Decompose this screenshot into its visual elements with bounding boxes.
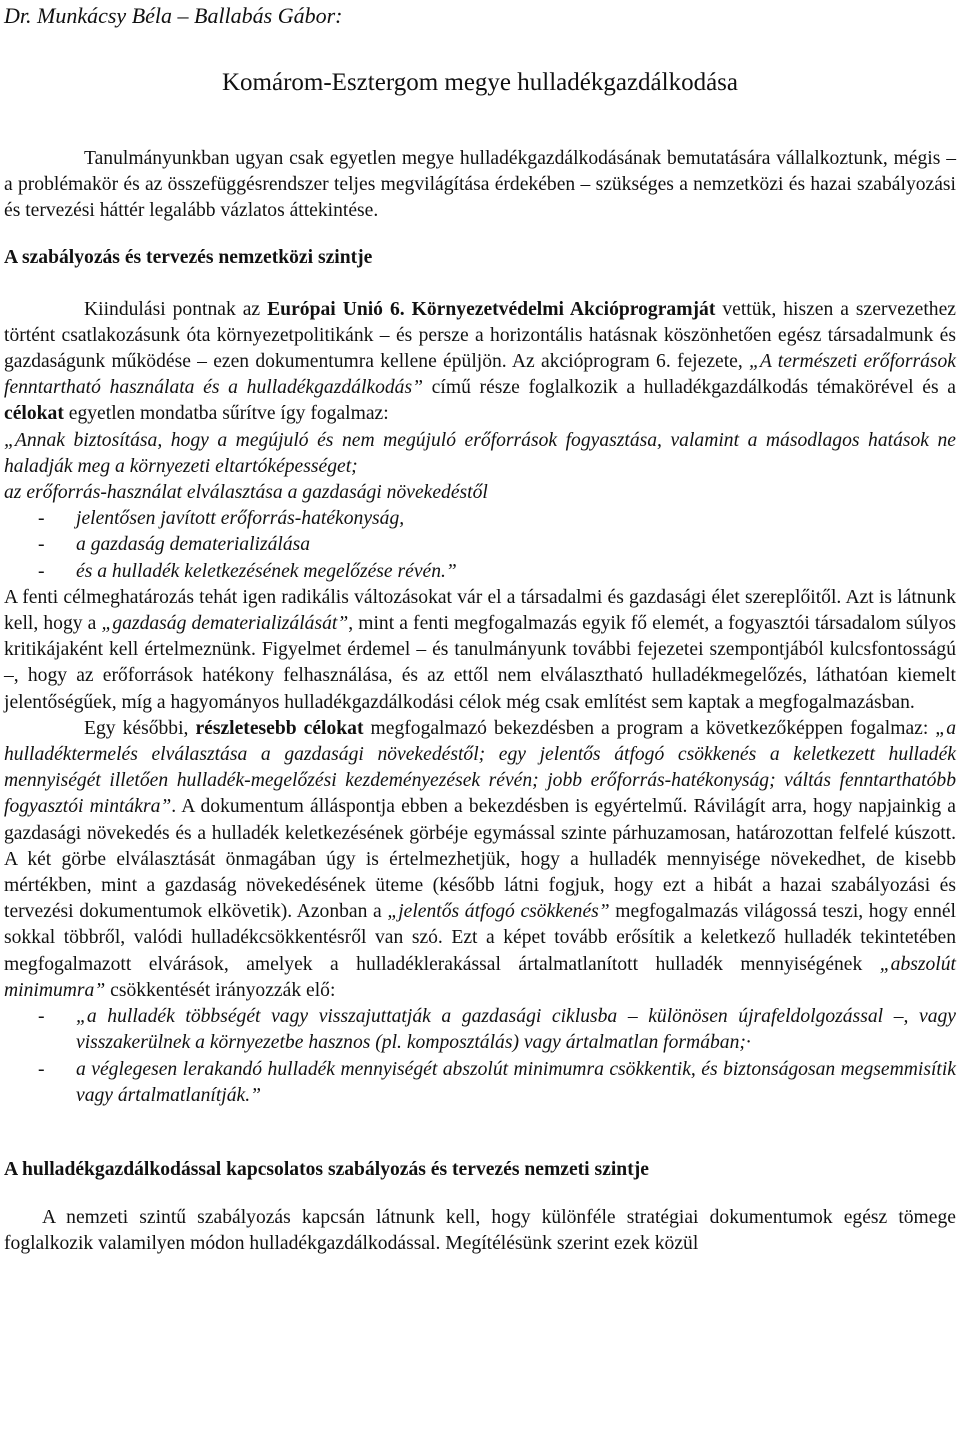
list-item: - a véglegesen lerakandó hulladék mennyiségét abszolút minimumra csökkentik, és biztonságosan megsemmisítik vagy ártalmatlanítják.” — [38, 1058, 956, 1106]
paragraph-detailed-goals: Egy későbbi, részletesebb célokat megfogalmazó bekezdésben a program a következőképpen fogalmaz: „a hulladéktermelés elválasztása a gazdasági növekedéstől; egy jelentős átfogó csökkenés a keletkezett hulladék mennyiségét illetően hulladék-megelőzési kezdeményezések révén; jobb erőforrás-hatékonyság; váltás fenntarthatóbb fogyasztói mintákra”. A dokumentum álláspontja ebben a bekezdésben is egyértelmű. Rávilágít arra, hogy napjainkig a gazdasági növekedés és a hulladék keletkezésének görbéje egymással szinte párhuzamosan, határozottan felfelé kúszott. A két görbe elválasztását önmagában úgy is értelmezhetjük, hogy a hulladék mennyisége növekedhet, de kisebb mértékben, mint a gazdaság növekedésének üteme (később látni fogjuk, hogy ezt a hibát a hazai szabályozási és tervezési dokumentumok elkövetik). Azonban a „jelentős átfogó csökkenés” megfogalmazás világossá teszi, hogy ennél sokkal többről, valódi hulladékcsökkentésről van szó. Ezt a képet tovább erősítik a keletkező hulladék tekintetében megfogalmazott elvárások, amelyek a hulladéklerakással ártalmatlanított hulladék mennyiségének „abszolút minimumra” csökkentését irányozzák elő: — [4, 717, 957, 1001]
section-heading-national: A hulladékgazdálkodással kapcsolatos szabályozás és tervezés nemzeti szintje — [4, 1158, 649, 1180]
list-item: - és a hulladék keletkezésének megelőzése révén.” — [38, 560, 457, 582]
paragraph-radical-changes: A fenti célmeghatározás tehát igen radikális változásokat vár el a társadalmi és gazdasági élet szereplőitől. Azt is látnunk kell, hogy a „gazdaság dematerializálását”, mint a fenti megfogalmazás egyik fő elemét, a fogyasztói társadalom súlyos kritikájaként kell értelmeznünk. Figyelmet érdemel – és tanulmányunk további fejezetei szempontjából kulcsfontosságú –, hogy az erőforrások hatékony felhasználása, és az ettől nem elválasztható hulladékmegelőzés, láthatóan kiemelt jelentőségűek, míg a hagyományos hulladékgazdálkodási célok még csak említést sem kaptak a megfogalmazásban. — [4, 586, 957, 713]
list-item: - jelentősen javított erőforrás-hatékonyság, — [38, 508, 405, 530]
intro-paragraph: Tanulmányunkban ugyan csak egyetlen megye hulladékgazdálkodásának bemutatására vállalkoztunk, mégis – a problémakör és az összefüggésrendszer teljes megvilágítása érdekében – szükséges a nemzetközi és hazai szabályozási és tervezési háttér legalább vázlatos áttekintése. — [4, 148, 956, 222]
section-heading-international: A szabályozás és tervezés nemzetközi szintje — [4, 246, 373, 268]
paragraph-indent — [4, 299, 84, 320]
quote-line-1: „Annak biztosítása, hogy a megújuló és nem megújuló erőforrások fogyasztása, valamint a másodlagos hatások ne haladják meg a környezeti eltartóképességet; — [4, 429, 956, 477]
goals-list — [4, 1004, 956, 1109]
document-title: Komárom-Esztergom megye hulladékgazdálkodása — [221, 69, 739, 96]
quote-list — [4, 506, 956, 585]
paragraph-national: A nemzeti szintű szabályozás kapcsán látnunk kell, hogy különféle stratégiai dokumentumok egész tömege foglalkozik valamilyen módon hulladékgazdálkodással. Megítélésünk szerint ezek közül — [4, 1206, 956, 1255]
paragraph-eu-programme: Kiindulási pontnak az Európai Unió 6. Környezetvédelmi Akcióprogramját vettük, hiszen a szervezethez történt csatlakozásunk óta környezetpolitikánk – és persze a horizontális hatásnak köszönhetően egész társadalmunk és gazdaságunk működése – ezen dokumentumra kellene épüljön. Az akcióprogram 6. fejezete, „A természeti erőforrások fenntartható használata és a hulladékgazdálkodás” című része foglalkozik a hulladékgazdálkodás témakörével és a célokat egyetlen mondatba sűrítve így fogalmaz: — [4, 298, 957, 425]
list-item: - „a hulladék többségét vagy visszajuttatják a gazdasági ciklusba – különösen újrafeldolgozással –, vagy visszakerülnek a környezetbe hasznos (pl. komposztálás) vagy ártalmatlan formában;· — [38, 1006, 956, 1054]
document-page — [0, 2, 960, 1257]
quote-line-2: az erőforrás-használat elválasztása a gazdasági növekedéstől — [4, 482, 488, 504]
list-item: - a gazdaság dematerializálása — [38, 534, 311, 556]
authors: Dr. Munkácsy Béla – Ballabás Gábor: — [4, 3, 343, 28]
